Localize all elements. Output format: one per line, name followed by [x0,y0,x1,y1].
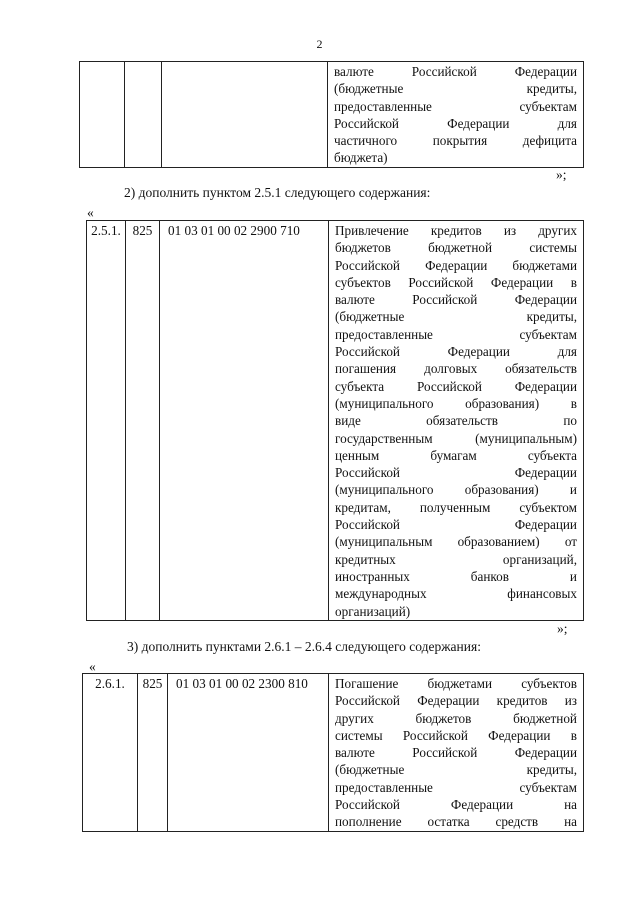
description-line: Погашение бюджетами субъектов [335,676,577,691]
description-line: системы Российской Федерации в [335,727,577,743]
row-number-cell: 2.5.1. [87,221,126,621]
admin-code-cell: 825 [138,674,168,832]
description-line: (муниципального образования) в [335,395,577,411]
admin-code-cell [125,62,162,168]
description-line: предоставленные субъектам [335,779,577,795]
admin-code-cell: 825 [126,221,160,621]
description-line: кредитам, полученным субъектом [335,499,577,515]
description-line: (бюджетные кредиты, [334,81,577,97]
description-line: ценным бумагам субъекта [335,447,577,463]
description-line: валюте Российской Федерации [335,745,577,761]
table-item-2-6-1 [82,673,584,832]
page-number: 2 [316,37,323,51]
description-line: валюте Российской Федерации [335,292,577,308]
description-line: Российской Федерации на [335,797,577,813]
description-line: погашения долговых обязательств [335,361,577,377]
description-line: предоставленные субъектам [335,326,577,342]
table-row [83,674,584,832]
description-line: Российской Федерации бюджетами [335,257,577,273]
budget-code-cell: 01 03 01 00 02 2900 710 [160,221,329,621]
description-line: частичного покрытия дефицита [334,133,577,149]
description-cell [328,62,584,168]
description-line: государственным (муниципальным) [335,430,577,446]
description-cell [329,221,584,621]
description-line: (муниципального образования) и [335,482,577,498]
description-line: валюте Российской Федерации [334,64,577,79]
description-line: субъектов Российской Федерации в [335,274,577,290]
budget-code-cell [162,62,328,168]
amendment-item-2: 2) дополнить пунктом 2.5.1 следующего содержания: [124,185,431,200]
description-line: Российской Федерации для [334,115,577,131]
description-line: (бюджетные кредиты, [335,762,577,778]
description-line: Привлечение кредитов из других [335,223,577,238]
description-line: бюджета) [334,150,388,166]
description-line: Российской Федерации для [335,344,577,360]
amendment-item-3: 3) дополнить пунктами 2.6.1 – 2.6.4 следующего содержания: [127,639,481,654]
description-line: бюджетов бюджетной системы [335,240,577,256]
budget-code-cell: 01 03 01 00 02 2300 810 [168,674,329,832]
description-line: виде обязательств по [335,413,577,429]
description-line: Российской Федерации [335,465,577,481]
description-line: других бюджетов бюджетной [335,710,577,726]
description-line: (бюджетные кредиты, [335,309,577,325]
table-item-2-5-1 [86,220,584,621]
table-row [80,62,584,168]
table-row [87,221,584,621]
closing-quote: »; [556,167,567,182]
opening-quote: « [87,205,94,220]
closing-quote: »; [557,621,568,636]
row-number-cell: 2.6.1. [83,674,138,832]
table-continuation [79,61,584,168]
opening-quote: « [89,659,96,674]
description-line: пополнение остатка средств на [335,814,577,830]
description-line: предоставленные субъектам [334,98,577,114]
description-line: субъекта Российской Федерации [335,378,577,394]
row-number-cell [80,62,125,168]
description-line: иностранных банков и [335,568,577,584]
description-cell [329,674,584,832]
description-line: Российской Федерации кредитов из [335,693,577,709]
description-line: кредитных организаций, [335,551,577,567]
description-line: организаций) [335,603,411,619]
description-line: Российской Федерации [335,517,577,533]
description-line: международных финансовых [335,586,577,602]
description-line: (муниципальным образованием) от [335,534,577,550]
